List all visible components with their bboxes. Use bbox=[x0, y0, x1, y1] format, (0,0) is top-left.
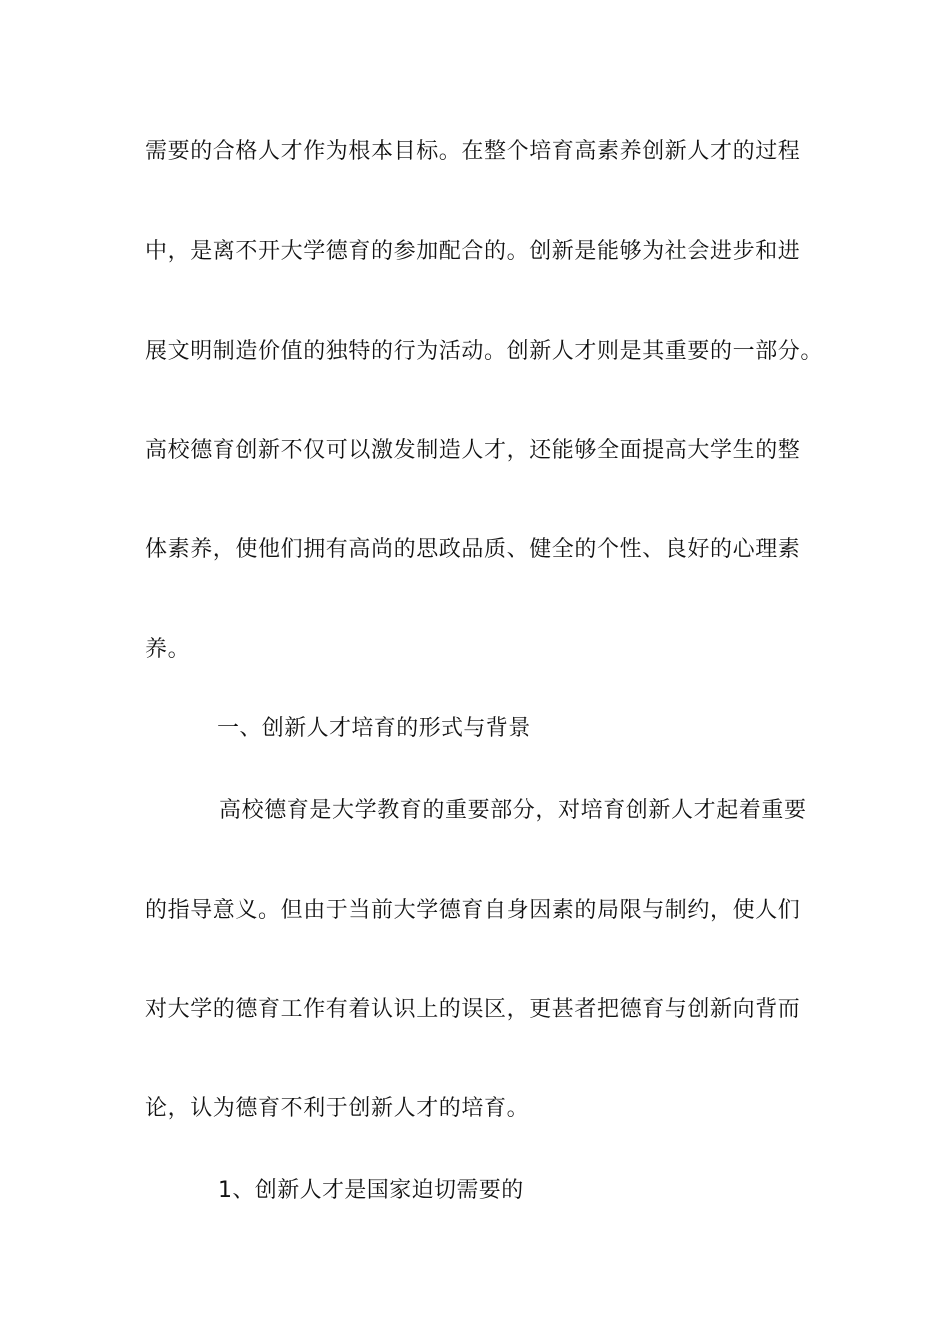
paragraph-line: 养。 bbox=[145, 637, 191, 662]
paragraph-line: 需要的合格人才作为根本目标。在整个培育高素养创新人才的过程 bbox=[145, 139, 801, 164]
paragraph-line: 体素养，使他们拥有高尚的思政品质、健全的个性、良好的心理素 bbox=[145, 537, 801, 562]
paragraph-line: 的指导意义。但由于当前大学德育自身因素的局限与制约，使人们 bbox=[145, 898, 801, 923]
paragraph-line: 中，是离不开大学德育的参加配合的。创新是能够为社会进步和进 bbox=[145, 239, 801, 264]
paragraph-line: 高校德育创新不仅可以激发制造人才，还能够全面提高大学生的整 bbox=[145, 438, 801, 463]
paragraph-line: 展文明制造价值的独特的行为活动。创新人才则是其重要的一部分。 bbox=[145, 339, 824, 364]
paragraph-line: 对大学的德育工作有着认识上的误区，更甚者把德育与创新向背而 bbox=[145, 997, 801, 1022]
subsection-heading: 1、创新人才是国家迫切需要的 bbox=[218, 1178, 524, 1203]
section-heading: 一、创新人才培育的形式与背景 bbox=[217, 716, 531, 741]
paragraph-line: 高校德育是大学教育的重要部分，对培育创新人才起着重要 bbox=[219, 798, 807, 823]
paragraph-line: 论，认为德育不利于创新人才的培育。 bbox=[145, 1096, 530, 1121]
